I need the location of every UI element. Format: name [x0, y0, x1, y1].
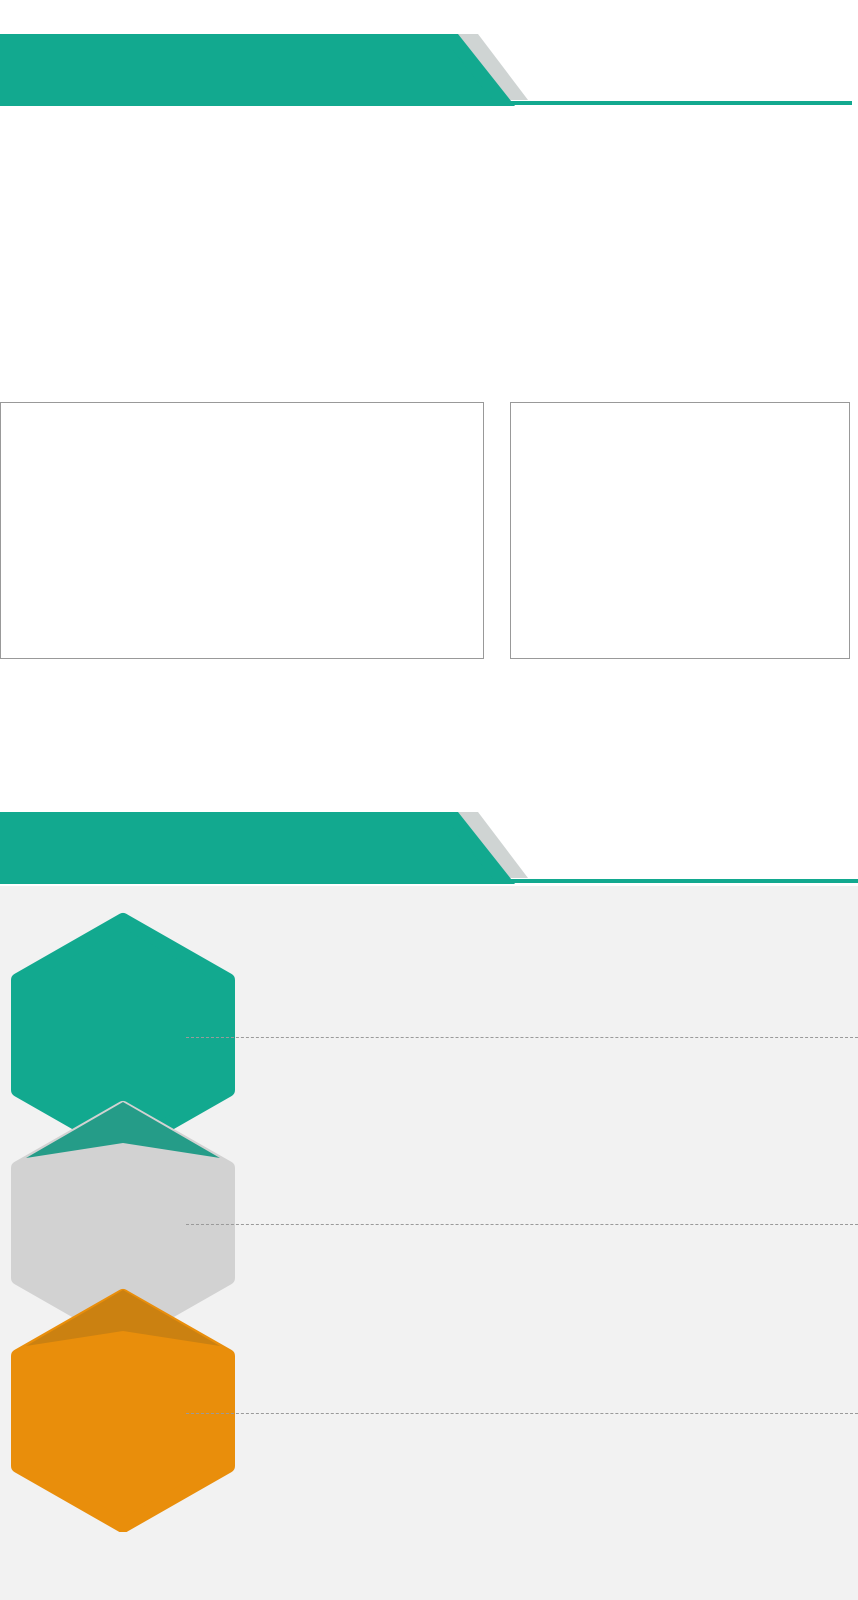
banner-decoration: [0, 34, 858, 114]
formulation-hexagons: [10, 912, 250, 1532]
granule-divider: [186, 1413, 858, 1414]
chloride-chart: [1, 403, 483, 658]
liquid-divider: [186, 1224, 858, 1225]
banner-decoration: [0, 812, 858, 892]
adsorption-figure: [510, 402, 850, 659]
adsorption-chart: [511, 403, 849, 658]
section-banner-formulations: [0, 812, 858, 892]
granule-hexagon: [18, 1296, 228, 1526]
section-banner-chelation: [0, 34, 858, 114]
powder-divider: [186, 1037, 858, 1038]
chloride-figure: [0, 402, 484, 659]
